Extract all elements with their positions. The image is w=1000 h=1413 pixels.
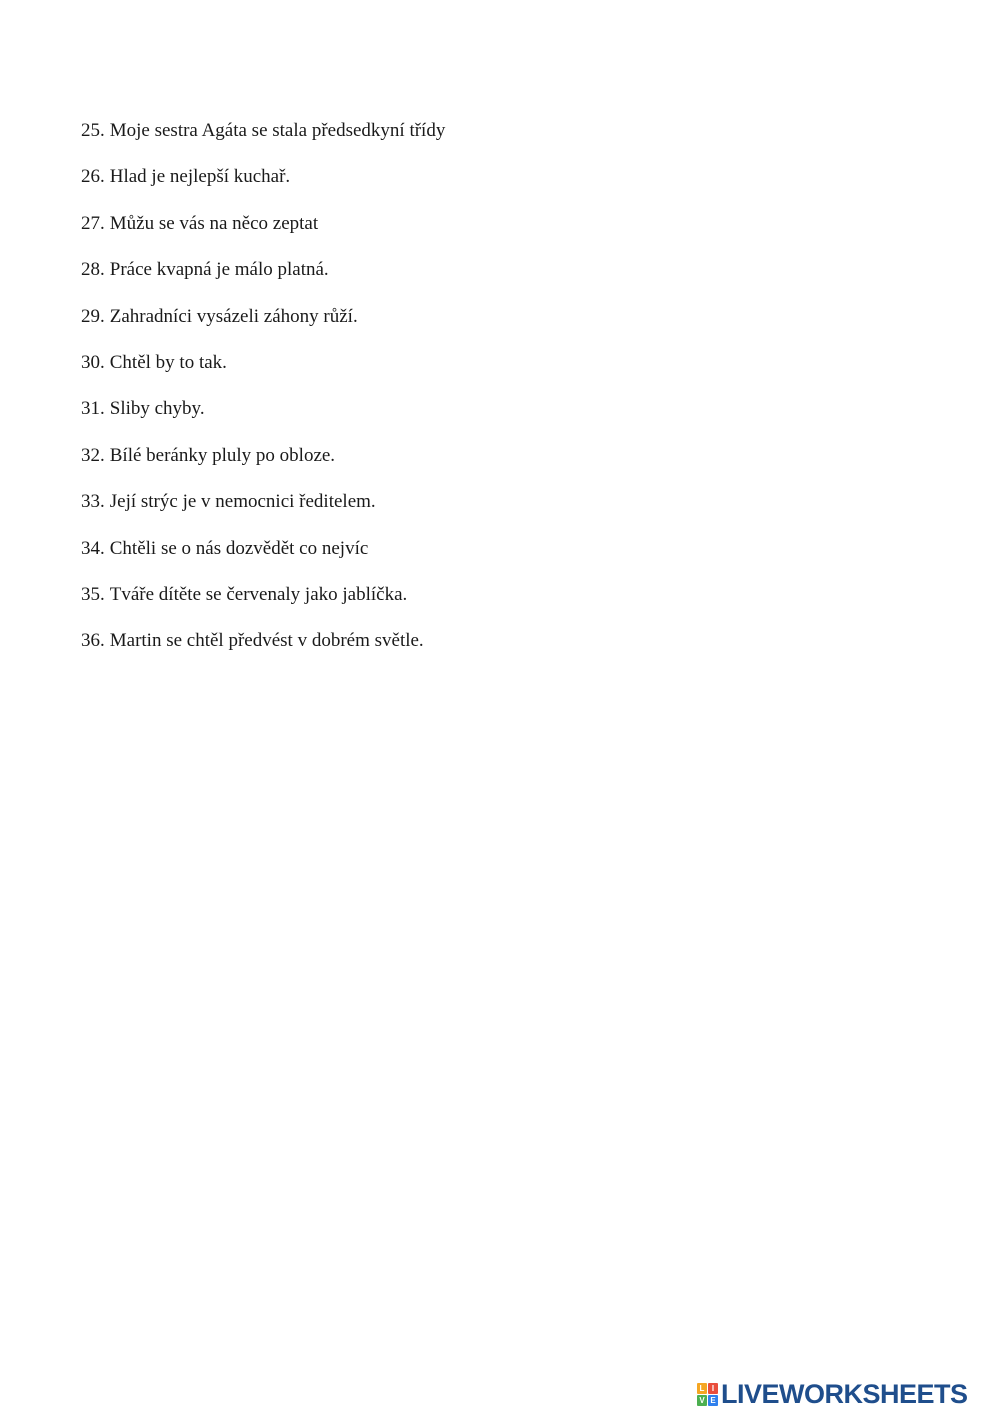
sentence-list [81,118,445,675]
list-item [81,582,445,628]
list-item [81,396,445,442]
logo-mark-letter: V [697,1395,707,1406]
sentence-number: 29. [81,305,105,327]
list-item [81,164,445,210]
sentence-number: 26. [81,166,105,188]
sentence-text: Můžu se vás na něco zeptat [109,212,319,234]
sentence-number: 30. [81,351,105,373]
sentence-number: 31. [81,398,105,420]
list-item [81,489,445,535]
sentence-number: 25. [81,120,105,141]
sentence-text: Chtěli se o nás dozvědět co nejvíc [109,537,369,559]
list-item [81,628,445,674]
sentence-number: 33. [81,491,105,513]
list-item [81,118,445,164]
sentence-text: Martin se chtěl předvést v dobrém světle. [109,630,424,652]
sentence-text: Bílé beránky pluly po obloze. [109,444,336,466]
sentence-text: Moje sestra Agáta se stala předsedkyní třídy [109,120,446,141]
liveworksheets-logo [697,1378,968,1410]
sentence-number: 36. [81,630,105,652]
sentence-number: 28. [81,259,105,281]
list-item [81,536,445,582]
sentence-number: 34. [81,537,105,559]
sentence-number: 32. [81,444,105,466]
sentence-text: Tváře dítěte se červenaly jako jablíčka. [109,583,408,605]
sentence-text: Chtěl by to tak. [109,351,227,373]
logo-mark-letter: E [708,1395,718,1406]
sentence-text: Zahradníci vysázeli záhony růží. [109,305,358,327]
logo-mark-icon [697,1383,718,1406]
list-item [81,443,445,489]
logo-mark-letter: I [708,1383,718,1394]
list-item [81,257,445,303]
sentence-text: Její strýc je v nemocnici ředitelem. [109,491,376,513]
sentence-number: 35. [81,583,105,605]
list-item [81,350,445,396]
list-item [81,304,445,350]
sentence-text: Hlad je nejlepší kuchař. [109,166,291,188]
sentence-text: Práce kvapná je málo platná. [109,259,329,281]
logo-mark-letter: L [697,1383,707,1394]
logo-text: LIVEWORKSHEETS [721,1379,968,1409]
sentence-text: Sliby chyby. [109,398,205,420]
sentence-number: 27. [81,212,105,234]
list-item [81,211,445,257]
